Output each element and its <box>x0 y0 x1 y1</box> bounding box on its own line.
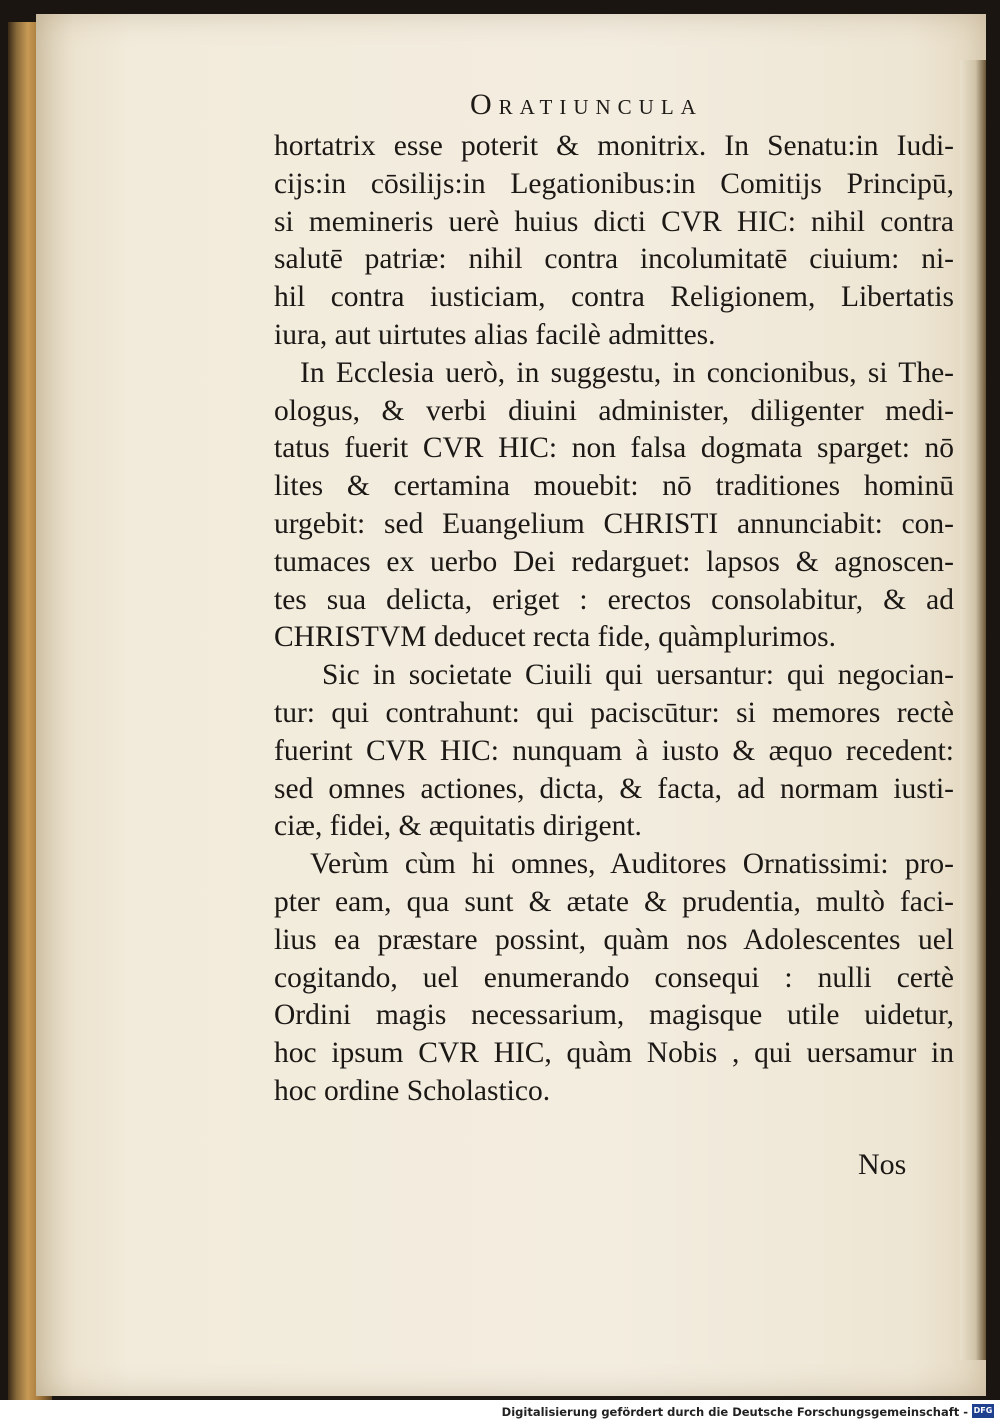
text-line: salutē patriæ: nihil contra incolumitatē ciuium: ni- <box>274 243 954 276</box>
running-header: Oratiuncula <box>470 88 703 121</box>
catchword: Nos <box>858 1148 907 1181</box>
dfg-logo-icon: DFG <box>972 1404 994 1418</box>
text-line: lius ea præstare possint, quàm nos Adolescentes uel <box>274 923 954 956</box>
text-line: pter eam, qua sunt & ætate & prudentia, multò faci- <box>274 885 954 918</box>
text-line: tatus fuerit CVR HIC: non falsa dogmata sparget: nō <box>274 432 954 465</box>
text-line: tes sua delicta, eriget : erectos consolabitur, & ad <box>274 583 954 616</box>
text-line: sed omnes actiones, dicta, & facta, ad normam iusti- <box>274 772 954 805</box>
text-line: Sic in societate Ciuili qui uersantur: qui negocian- <box>322 659 954 692</box>
text-line: cijs:in cōsilijs:in Legationibus:in Comitijs Principū, <box>274 167 954 200</box>
text-line: ciæ, fidei, & æquitatis dirigent. <box>274 810 642 843</box>
text-line: hil contra iusticiam, contra Religionem, Libertatis <box>274 281 954 314</box>
text-line: Verùm cùm hi omnes, Auditores Ornatissimi: pro- <box>310 848 954 881</box>
text-line: hortatrix esse poterit & monitrix. In Senatu:in Iudi- <box>274 130 954 162</box>
text-line: tur: qui contrahunt: qui paciscūtur: si memores rectè <box>274 696 954 729</box>
digitization-footer <box>0 1400 1000 1425</box>
text-line: Ordini magis necessarium, magisque utile uidetur, <box>274 999 954 1032</box>
text-line: iura, aut uirtutes alias facilè admittes. <box>274 318 716 351</box>
text-line: si memineris uerè huius dicti CVR HIC: nihil contra <box>274 205 954 238</box>
text-line: lites & certamina mouebit: nō traditiones hominū <box>274 470 954 503</box>
body-text <box>274 128 954 1111</box>
text-line: In Ecclesia uerò, in suggestu, in concionibus, si The- <box>300 356 954 389</box>
text-line: ologus, & verbi diuini administer, diligenter medi- <box>274 394 954 427</box>
text-line: hoc ordine Scholastico. <box>274 1074 551 1107</box>
text-line: tumaces ex uerbo Dei redarguet: lapsos & agnoscen- <box>274 545 954 578</box>
text-line: urgebit: sed Euangelium CHRISTI annunciabit: con- <box>274 507 954 540</box>
text-line: CHRISTVM deducet recta fide, quàmplurimos. <box>274 621 837 654</box>
text-line: cogitando, uel enumerando consequi : nulli certè <box>274 961 954 994</box>
text-line: fuerint CVR HIC: nunquam à iusto & æquo recedent: <box>274 734 954 767</box>
text-line: hoc ipsum CVR HIC, quàm Nobis , qui uersamur in <box>274 1037 954 1070</box>
dfg-credit: Digitalisierung gefördert durch die Deutsche Forschungsgemeinschaft - <box>501 1405 968 1419</box>
page-gutter-right <box>960 60 986 1360</box>
